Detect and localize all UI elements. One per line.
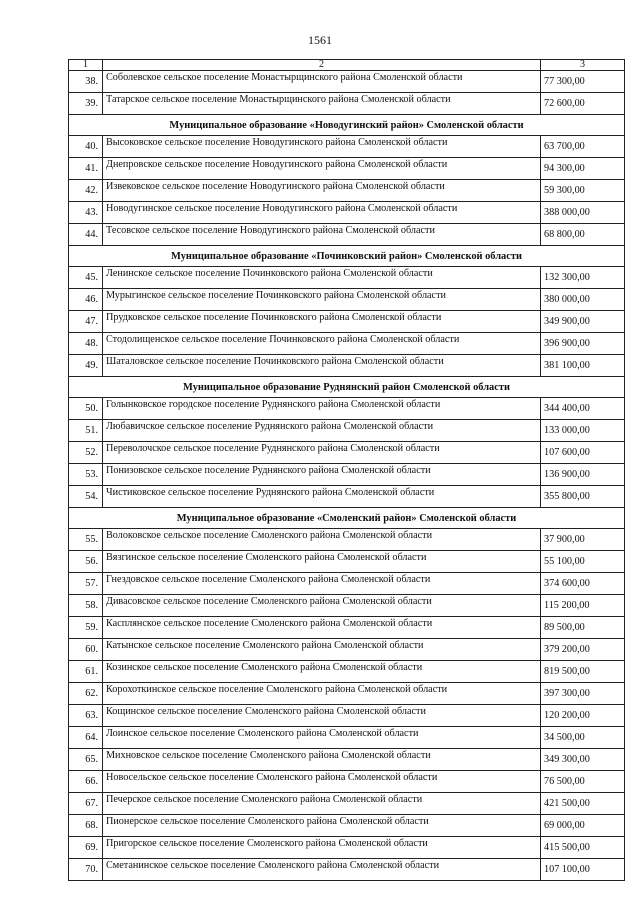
table-row	[69, 749, 625, 771]
row-number: 49.	[69, 355, 103, 377]
row-number: 38.	[69, 71, 103, 93]
settlement-name: Михновское сельское поселение Смоленского района Смоленской области	[103, 749, 541, 771]
allocation-amount: 396 900,00	[541, 333, 625, 355]
allocation-amount: 72 600,00	[541, 93, 625, 115]
row-number: 41.	[69, 158, 103, 180]
section-title: Муниципальное образование «Починковский район» Смоленской области	[69, 246, 625, 267]
allocation-amount: 355 800,00	[541, 486, 625, 508]
settlement-name: Татарское сельское поселение Монастырщинского района Смоленской области	[103, 93, 541, 115]
table-row	[69, 793, 625, 815]
row-number: 60.	[69, 639, 103, 661]
allocation-amount: 388 000,00	[541, 202, 625, 224]
settlement-name: Печерское сельское поселение Смоленского района Смоленской области	[103, 793, 541, 815]
table-row	[69, 180, 625, 202]
table-row	[69, 837, 625, 859]
allocation-amount: 349 900,00	[541, 311, 625, 333]
table-row	[69, 661, 625, 683]
section-title: Муниципальное образование «Новодугинский район» Смоленской области	[69, 115, 625, 136]
settlement-name: Чистиковское сельское поселение Руднянского района Смоленской области	[103, 486, 541, 508]
table-row	[69, 639, 625, 661]
table-row	[69, 311, 625, 333]
row-number: 62.	[69, 683, 103, 705]
allocation-amount: 63 700,00	[541, 136, 625, 158]
allocation-amount: 55 100,00	[541, 551, 625, 573]
row-number: 67.	[69, 793, 103, 815]
table-row	[69, 289, 625, 311]
table-row	[69, 267, 625, 289]
row-number: 61.	[69, 661, 103, 683]
settlement-name: Извековское сельское поселение Новодугинского района Смоленской области	[103, 180, 541, 202]
settlement-name: Голынковское городское поселение Руднянского района Смоленской области	[103, 398, 541, 420]
section-header-row	[69, 508, 625, 529]
table-row	[69, 815, 625, 837]
allocation-amount: 89 500,00	[541, 617, 625, 639]
allocation-amount: 381 100,00	[541, 355, 625, 377]
row-number: 42.	[69, 180, 103, 202]
table-row	[69, 136, 625, 158]
settlement-name: Понизовское сельское поселение Руднянского района Смоленской области	[103, 464, 541, 486]
table-row	[69, 398, 625, 420]
row-number: 39.	[69, 93, 103, 115]
settlement-name: Пионерское сельское поселение Смоленского района Смоленской области	[103, 815, 541, 837]
table-row	[69, 859, 625, 881]
table-row	[69, 551, 625, 573]
settlement-name: Касплянское сельское поселение Смоленского района Смоленской области	[103, 617, 541, 639]
settlement-name: Новодугинское сельское поселение Новодугинского района Смоленской области	[103, 202, 541, 224]
page-number: 1561	[308, 33, 332, 47]
settlement-name: Прудковское сельское поселение Починковского района Смоленской области	[103, 311, 541, 333]
settlement-name: Гнездовское сельское поселение Смоленского района Смоленской области	[103, 573, 541, 595]
table-header-row	[69, 60, 625, 71]
settlement-name: Дивасовское сельское поселение Смоленского района Смоленской области	[103, 595, 541, 617]
row-number: 65.	[69, 749, 103, 771]
table-row	[69, 71, 625, 93]
settlement-name: Пригорское сельское поселение Смоленского района Смоленской области	[103, 837, 541, 859]
row-number: 70.	[69, 859, 103, 881]
settlement-name: Соболевское сельское поселение Монастырщинского района Смоленской области	[103, 71, 541, 93]
row-number: 55.	[69, 529, 103, 551]
table-row	[69, 683, 625, 705]
table-body	[69, 60, 625, 881]
allocation-amount: 77 300,00	[541, 71, 625, 93]
settlement-name: Корохоткинское сельское поселение Смоленского района Смоленской области	[103, 683, 541, 705]
table-row	[69, 93, 625, 115]
settlement-name: Шаталовское сельское поселение Починковского района Смоленской области	[103, 355, 541, 377]
row-number: 46.	[69, 289, 103, 311]
row-number: 47.	[69, 311, 103, 333]
section-header-row	[69, 377, 625, 398]
row-number: 56.	[69, 551, 103, 573]
table-row	[69, 771, 625, 793]
allocation-amount: 120 200,00	[541, 705, 625, 727]
settlement-name: Катынское сельское поселение Смоленского района Смоленской области	[103, 639, 541, 661]
settlement-name: Вязгинское сельское поселение Смоленского района Смоленской области	[103, 551, 541, 573]
allocation-amount: 94 300,00	[541, 158, 625, 180]
row-number: 68.	[69, 815, 103, 837]
table-row	[69, 420, 625, 442]
row-number: 54.	[69, 486, 103, 508]
allocation-amount: 133 000,00	[541, 420, 625, 442]
allocation-amount: 344 400,00	[541, 398, 625, 420]
allocation-amount: 115 200,00	[541, 595, 625, 617]
table-row	[69, 573, 625, 595]
column-header-amount: 3	[541, 60, 625, 71]
settlement-name: Сметанинское сельское поселение Смоленского района Смоленской области	[103, 859, 541, 881]
row-number: 66.	[69, 771, 103, 793]
settlement-name: Переволочское сельское поселение Руднянского района Смоленской области	[103, 442, 541, 464]
allocation-amount: 415 500,00	[541, 837, 625, 859]
row-number: 52.	[69, 442, 103, 464]
table-row	[69, 355, 625, 377]
row-number: 43.	[69, 202, 103, 224]
table-row	[69, 202, 625, 224]
allocation-amount: 34 500,00	[541, 727, 625, 749]
row-number: 58.	[69, 595, 103, 617]
settlement-name: Козинское сельское поселение Смоленского района Смоленской области	[103, 661, 541, 683]
allocation-amount: 374 600,00	[541, 573, 625, 595]
settlement-name: Новосельское сельское поселение Смоленского района Смоленской области	[103, 771, 541, 793]
settlement-name: Днепровское сельское поселение Новодугинского района Смоленской области	[103, 158, 541, 180]
settlement-name: Лоинское сельское поселение Смоленского района Смоленской области	[103, 727, 541, 749]
settlement-name: Высоковское сельское поселение Новодугинского района Смоленской области	[103, 136, 541, 158]
allocation-amount: 349 300,00	[541, 749, 625, 771]
column-header-number: 1	[69, 60, 103, 71]
settlement-name: Любавичское сельское поселение Руднянского района Смоленской области	[103, 420, 541, 442]
row-number: 40.	[69, 136, 103, 158]
table-row	[69, 464, 625, 486]
row-number: 45.	[69, 267, 103, 289]
table-row	[69, 529, 625, 551]
row-number: 57.	[69, 573, 103, 595]
table-row	[69, 158, 625, 180]
row-number: 63.	[69, 705, 103, 727]
section-header-row	[69, 115, 625, 136]
section-title: Муниципальное образование Руднянский район Смоленской области	[69, 377, 625, 398]
table-row	[69, 333, 625, 355]
allocation-amount: 69 000,00	[541, 815, 625, 837]
row-number: 48.	[69, 333, 103, 355]
table-row	[69, 486, 625, 508]
table-row	[69, 595, 625, 617]
table-row	[69, 727, 625, 749]
settlement-name: Кощинское сельское поселение Смоленского района Смоленской области	[103, 705, 541, 727]
allocation-amount: 68 800,00	[541, 224, 625, 246]
allocation-amount: 819 500,00	[541, 661, 625, 683]
row-number: 44.	[69, 224, 103, 246]
settlement-name: Стодолищенское сельское поселение Починковского района Смоленской области	[103, 333, 541, 355]
allocation-amount: 380 000,00	[541, 289, 625, 311]
allocation-amount: 76 500,00	[541, 771, 625, 793]
row-number: 50.	[69, 398, 103, 420]
allocation-amount: 421 500,00	[541, 793, 625, 815]
row-number: 69.	[69, 837, 103, 859]
row-number: 51.	[69, 420, 103, 442]
table-row	[69, 617, 625, 639]
settlement-name: Ленинское сельское поселение Починковского района Смоленской области	[103, 267, 541, 289]
allocation-amount: 136 900,00	[541, 464, 625, 486]
allocation-amount: 379 200,00	[541, 639, 625, 661]
section-header-row	[69, 246, 625, 267]
allocation-amount: 37 900,00	[541, 529, 625, 551]
settlement-name: Волоковское сельское поселение Смоленского района Смоленской области	[103, 529, 541, 551]
allocation-amount: 132 300,00	[541, 267, 625, 289]
table-row	[69, 705, 625, 727]
row-number: 64.	[69, 727, 103, 749]
settlement-name: Мурыгинское сельское поселение Починковского района Смоленской области	[103, 289, 541, 311]
column-header-name: 2	[103, 60, 541, 71]
row-number: 59.	[69, 617, 103, 639]
allocation-amount: 107 100,00	[541, 859, 625, 881]
allocation-amount: 107 600,00	[541, 442, 625, 464]
section-title: Муниципальное образование «Смоленский район» Смоленской области	[69, 508, 625, 529]
row-number: 53.	[69, 464, 103, 486]
allocation-table	[68, 59, 625, 881]
table-row	[69, 442, 625, 464]
table-row	[69, 224, 625, 246]
allocation-amount: 59 300,00	[541, 180, 625, 202]
allocation-amount: 397 300,00	[541, 683, 625, 705]
settlement-name: Тесовское сельское поселение Новодугинского района Смоленской области	[103, 224, 541, 246]
